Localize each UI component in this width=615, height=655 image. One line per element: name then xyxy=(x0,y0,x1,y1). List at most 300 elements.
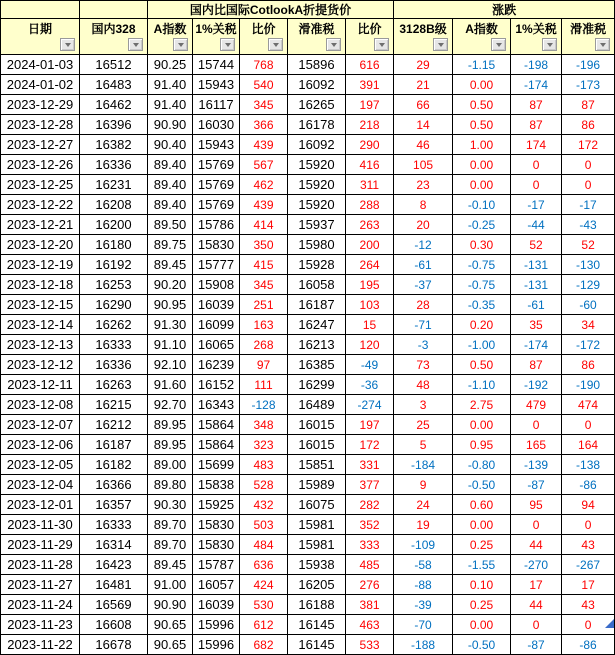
cell-date[interactable]: 2023-11-30 xyxy=(1,515,80,535)
cell-date[interactable]: 2023-11-22 xyxy=(1,635,80,655)
cell-sliding-tax-change[interactable]: -172 xyxy=(562,335,615,355)
cell-cn328[interactable]: 16212 xyxy=(80,415,148,435)
cell-tariff-1pct-change[interactable]: 95 xyxy=(511,495,562,515)
cell-cn328[interactable]: 16462 xyxy=(80,95,148,115)
cell-a-index[interactable]: 89.40 xyxy=(148,155,193,175)
cell-date[interactable]: 2023-11-24 xyxy=(1,595,80,615)
cell-b3128-grade[interactable]: -37 xyxy=(394,275,453,295)
cell-b3128-grade[interactable]: -58 xyxy=(394,555,453,575)
cell-date[interactable]: 2023-12-18 xyxy=(1,275,80,295)
cell-tariff-1pct[interactable]: 16117 xyxy=(193,95,240,115)
filter-button[interactable] xyxy=(326,38,341,51)
cell-a-index-change[interactable]: 0.25 xyxy=(453,535,511,555)
cell-sliding-tax-change[interactable]: 86 xyxy=(562,355,615,375)
cell-sliding-tax[interactable]: 15981 xyxy=(288,535,346,555)
cell-ratio-1pct[interactable]: 97 xyxy=(240,355,288,375)
cell-ratio-1pct[interactable]: 483 xyxy=(240,455,288,475)
cell-tariff-1pct[interactable]: 16239 xyxy=(193,355,240,375)
cell-sliding-tax[interactable]: 15937 xyxy=(288,215,346,235)
cell-ratio-sliding[interactable]: 391 xyxy=(346,75,394,95)
cell-date[interactable]: 2023-12-20 xyxy=(1,235,80,255)
cell-tariff-1pct-change[interactable]: 0 xyxy=(511,515,562,535)
column-header-sliding-tax-change[interactable] xyxy=(562,19,615,55)
cell-tariff-1pct-change[interactable]: 87 xyxy=(511,115,562,135)
header-blank-cell[interactable] xyxy=(1,1,80,19)
cell-sliding-tax-change[interactable]: 17 xyxy=(562,575,615,595)
cell-sliding-tax[interactable]: 16385 xyxy=(288,355,346,375)
cell-ratio-1pct[interactable]: -128 xyxy=(240,395,288,415)
cell-ratio-sliding[interactable]: 485 xyxy=(346,555,394,575)
cell-a-index[interactable]: 90.90 xyxy=(148,115,193,135)
cell-sliding-tax[interactable]: 16205 xyxy=(288,575,346,595)
cell-cn328[interactable]: 16512 xyxy=(80,55,148,75)
cell-tariff-1pct-change[interactable]: 87 xyxy=(511,355,562,375)
cell-a-index[interactable]: 91.30 xyxy=(148,315,193,335)
cell-sliding-tax-change[interactable]: 0 xyxy=(562,415,615,435)
cell-ratio-1pct[interactable]: 424 xyxy=(240,575,288,595)
cell-ratio-1pct[interactable]: 768 xyxy=(240,55,288,75)
cell-sliding-tax-change[interactable]: 34 xyxy=(562,315,615,335)
cell-tariff-1pct[interactable]: 16039 xyxy=(193,295,240,315)
cell-ratio-1pct[interactable]: 530 xyxy=(240,595,288,615)
cell-cn328[interactable]: 16262 xyxy=(80,315,148,335)
cell-a-index[interactable]: 90.20 xyxy=(148,275,193,295)
cell-ratio-sliding[interactable]: 263 xyxy=(346,215,394,235)
cell-cn328[interactable]: 16357 xyxy=(80,495,148,515)
cell-cn328[interactable]: 16192 xyxy=(80,255,148,275)
cell-a-index-change[interactable]: 0.00 xyxy=(453,515,511,535)
cell-ratio-sliding[interactable]: 377 xyxy=(346,475,394,495)
cell-tariff-1pct[interactable]: 16039 xyxy=(193,595,240,615)
cell-cn328[interactable]: 16483 xyxy=(80,75,148,95)
cell-tariff-1pct[interactable]: 15777 xyxy=(193,255,240,275)
cell-date[interactable]: 2024-01-03 xyxy=(1,55,80,75)
cell-ratio-1pct[interactable]: 567 xyxy=(240,155,288,175)
filter-button[interactable] xyxy=(60,38,75,51)
cell-a-index-change[interactable]: -1.15 xyxy=(453,55,511,75)
cell-a-index[interactable]: 90.90 xyxy=(148,595,193,615)
cell-date[interactable]: 2023-12-07 xyxy=(1,415,80,435)
cell-a-index[interactable]: 90.30 xyxy=(148,495,193,515)
cell-tariff-1pct-change[interactable]: -270 xyxy=(511,555,562,575)
cell-cn328[interactable]: 16208 xyxy=(80,195,148,215)
cell-sliding-tax[interactable]: 15920 xyxy=(288,195,346,215)
cell-sliding-tax[interactable]: 15928 xyxy=(288,255,346,275)
cell-tariff-1pct[interactable]: 15830 xyxy=(193,515,240,535)
cell-sliding-tax[interactable]: 16092 xyxy=(288,75,346,95)
cell-ratio-sliding[interactable]: 352 xyxy=(346,515,394,535)
cell-a-index-change[interactable]: 0.50 xyxy=(453,355,511,375)
cell-date[interactable]: 2023-12-26 xyxy=(1,155,80,175)
cell-cn328[interactable]: 16215 xyxy=(80,395,148,415)
cell-tariff-1pct[interactable]: 15830 xyxy=(193,235,240,255)
cell-tariff-1pct-change[interactable]: 174 xyxy=(511,135,562,155)
cell-a-index[interactable]: 89.80 xyxy=(148,475,193,495)
cell-tariff-1pct-change[interactable]: 0 xyxy=(511,155,562,175)
cell-sliding-tax[interactable]: 15989 xyxy=(288,475,346,495)
column-header-a-index-change[interactable] xyxy=(453,19,511,55)
cell-date[interactable]: 2023-12-12 xyxy=(1,355,80,375)
filter-button[interactable] xyxy=(491,38,506,51)
cell-a-index-change[interactable]: -1.00 xyxy=(453,335,511,355)
cell-tariff-1pct[interactable]: 15943 xyxy=(193,75,240,95)
cell-sliding-tax-change[interactable]: 87 xyxy=(562,95,615,115)
column-header-cn328[interactable] xyxy=(80,19,148,55)
cell-b3128-grade[interactable]: 9 xyxy=(394,475,453,495)
cell-cn328[interactable]: 16200 xyxy=(80,215,148,235)
cell-tariff-1pct[interactable]: 15864 xyxy=(193,415,240,435)
cell-sliding-tax[interactable]: 16247 xyxy=(288,315,346,335)
cell-date[interactable]: 2023-12-28 xyxy=(1,115,80,135)
cell-a-index-change[interactable]: 0.00 xyxy=(453,415,511,435)
cell-a-index-change[interactable]: 0.95 xyxy=(453,435,511,455)
cell-ratio-1pct[interactable]: 348 xyxy=(240,415,288,435)
cell-ratio-sliding[interactable]: 15 xyxy=(346,315,394,335)
cell-a-index[interactable]: 89.40 xyxy=(148,175,193,195)
cell-a-index[interactable]: 89.45 xyxy=(148,555,193,575)
cell-a-index-change[interactable]: 0.20 xyxy=(453,315,511,335)
cell-ratio-sliding[interactable]: 197 xyxy=(346,95,394,115)
cell-b3128-grade[interactable]: -71 xyxy=(394,315,453,335)
cell-ratio-sliding[interactable]: 290 xyxy=(346,135,394,155)
cell-tariff-1pct[interactable]: 15864 xyxy=(193,435,240,455)
cell-b3128-grade[interactable]: 23 xyxy=(394,175,453,195)
column-header-sliding-tax[interactable] xyxy=(288,19,346,55)
cell-a-index-change[interactable]: -0.10 xyxy=(453,195,511,215)
cell-cn328[interactable]: 16608 xyxy=(80,615,148,635)
cell-ratio-sliding[interactable]: 197 xyxy=(346,415,394,435)
cell-date[interactable]: 2023-12-22 xyxy=(1,195,80,215)
cell-a-index-change[interactable]: 0.00 xyxy=(453,155,511,175)
cell-tariff-1pct-change[interactable]: 0 xyxy=(511,415,562,435)
cell-a-index[interactable]: 91.40 xyxy=(148,95,193,115)
cell-ratio-1pct[interactable]: 462 xyxy=(240,175,288,195)
cell-ratio-1pct[interactable]: 503 xyxy=(240,515,288,535)
cell-tariff-1pct[interactable]: 15769 xyxy=(193,155,240,175)
cell-tariff-1pct-change[interactable]: -61 xyxy=(511,295,562,315)
cell-sliding-tax-change[interactable]: -190 xyxy=(562,375,615,395)
cell-sliding-tax-change[interactable]: -173 xyxy=(562,75,615,95)
cell-cn328[interactable]: 16333 xyxy=(80,515,148,535)
cell-ratio-1pct[interactable]: 540 xyxy=(240,75,288,95)
cell-a-index-change[interactable]: 0.30 xyxy=(453,235,511,255)
header-blank-cell[interactable] xyxy=(80,1,148,19)
cell-a-index[interactable]: 92.10 xyxy=(148,355,193,375)
filter-button[interactable] xyxy=(268,38,283,51)
cell-a-index[interactable]: 90.65 xyxy=(148,615,193,635)
cell-cn328[interactable]: 16314 xyxy=(80,535,148,555)
cell-a-index[interactable]: 91.00 xyxy=(148,575,193,595)
cell-sliding-tax[interactable]: 15896 xyxy=(288,55,346,75)
fill-handle-icon[interactable] xyxy=(605,619,614,628)
cell-cn328[interactable]: 16382 xyxy=(80,135,148,155)
cell-b3128-grade[interactable]: -61 xyxy=(394,255,453,275)
cell-cn328[interactable]: 16253 xyxy=(80,275,148,295)
cell-b3128-grade[interactable]: -188 xyxy=(394,635,453,655)
cell-a-index-change[interactable]: 0.00 xyxy=(453,75,511,95)
cell-date[interactable]: 2024-01-02 xyxy=(1,75,80,95)
cell-tariff-1pct-change[interactable]: -131 xyxy=(511,275,562,295)
cell-date[interactable]: 2023-12-21 xyxy=(1,215,80,235)
cell-b3128-grade[interactable]: 66 xyxy=(394,95,453,115)
cell-cn328[interactable]: 16263 xyxy=(80,375,148,395)
cell-ratio-1pct[interactable]: 439 xyxy=(240,135,288,155)
cell-sliding-tax[interactable]: 15980 xyxy=(288,235,346,255)
cell-date[interactable]: 2023-12-27 xyxy=(1,135,80,155)
column-header-a-index[interactable] xyxy=(148,19,193,55)
cell-cn328[interactable]: 16423 xyxy=(80,555,148,575)
cell-a-index-change[interactable]: -0.75 xyxy=(453,255,511,275)
cell-ratio-1pct[interactable]: 528 xyxy=(240,475,288,495)
cell-tariff-1pct-change[interactable]: -87 xyxy=(511,475,562,495)
cell-a-index[interactable]: 89.70 xyxy=(148,515,193,535)
cell-ratio-sliding[interactable]: 288 xyxy=(346,195,394,215)
cell-a-index[interactable]: 89.50 xyxy=(148,215,193,235)
cell-b3128-grade[interactable]: 28 xyxy=(394,295,453,315)
column-header-ratio-1pct[interactable] xyxy=(240,19,288,55)
cell-ratio-sliding[interactable]: 218 xyxy=(346,115,394,135)
cell-date[interactable]: 2023-12-14 xyxy=(1,315,80,335)
cell-tariff-1pct-change[interactable]: -87 xyxy=(511,635,562,655)
cell-ratio-sliding[interactable]: 103 xyxy=(346,295,394,315)
column-header-ratio-sliding[interactable] xyxy=(346,19,394,55)
cell-b3128-grade[interactable]: 48 xyxy=(394,375,453,395)
cell-sliding-tax-change[interactable]: 52 xyxy=(562,235,615,255)
cell-tariff-1pct-change[interactable]: -17 xyxy=(511,195,562,215)
cell-sliding-tax[interactable]: 15920 xyxy=(288,155,346,175)
cell-sliding-tax[interactable]: 15938 xyxy=(288,555,346,575)
cell-date[interactable]: 2023-12-11 xyxy=(1,375,80,395)
cell-tariff-1pct[interactable]: 16065 xyxy=(193,335,240,355)
filter-button[interactable] xyxy=(433,38,448,51)
cell-date[interactable]: 2023-12-01 xyxy=(1,495,80,515)
cell-sliding-tax-change[interactable]: 0 xyxy=(562,155,615,175)
cell-tariff-1pct-change[interactable]: 17 xyxy=(511,575,562,595)
cell-sliding-tax[interactable]: 16489 xyxy=(288,395,346,415)
cell-tariff-1pct[interactable]: 15744 xyxy=(193,55,240,75)
cell-sliding-tax[interactable]: 16145 xyxy=(288,635,346,655)
cell-ratio-sliding[interactable]: 416 xyxy=(346,155,394,175)
column-header-tariff-1pct[interactable] xyxy=(193,19,240,55)
cell-sliding-tax-change[interactable]: -267 xyxy=(562,555,615,575)
column-header-date[interactable] xyxy=(1,19,80,55)
cell-ratio-sliding[interactable]: 200 xyxy=(346,235,394,255)
cell-a-index[interactable]: 91.60 xyxy=(148,375,193,395)
cell-cn328[interactable]: 16182 xyxy=(80,455,148,475)
cell-a-index-change[interactable]: -0.75 xyxy=(453,275,511,295)
cell-ratio-1pct[interactable]: 323 xyxy=(240,435,288,455)
cell-a-index-change[interactable]: 1.00 xyxy=(453,135,511,155)
cell-a-index-change[interactable]: -1.10 xyxy=(453,375,511,395)
cell-sliding-tax[interactable]: 16299 xyxy=(288,375,346,395)
cell-b3128-grade[interactable]: 25 xyxy=(394,415,453,435)
cell-sliding-tax[interactable]: 16178 xyxy=(288,115,346,135)
cell-tariff-1pct[interactable]: 15830 xyxy=(193,535,240,555)
cell-b3128-grade[interactable]: -3 xyxy=(394,335,453,355)
cell-sliding-tax-change[interactable]: 0 xyxy=(562,175,615,195)
column-header-tariff-1pct-change[interactable] xyxy=(511,19,562,55)
cell-ratio-1pct[interactable]: 612 xyxy=(240,615,288,635)
cell-b3128-grade[interactable]: 5 xyxy=(394,435,453,455)
cell-tariff-1pct-change[interactable]: 0 xyxy=(511,615,562,635)
cell-a-index[interactable]: 90.65 xyxy=(148,635,193,655)
cell-b3128-grade[interactable]: -184 xyxy=(394,455,453,475)
cell-b3128-grade[interactable]: -39 xyxy=(394,595,453,615)
cell-ratio-1pct[interactable]: 366 xyxy=(240,115,288,135)
cell-tariff-1pct-change[interactable]: -131 xyxy=(511,255,562,275)
cell-ratio-sliding[interactable]: 533 xyxy=(346,635,394,655)
cell-sliding-tax[interactable]: 16015 xyxy=(288,435,346,455)
cell-ratio-1pct[interactable]: 345 xyxy=(240,95,288,115)
cell-cn328[interactable]: 16336 xyxy=(80,355,148,375)
cell-tariff-1pct[interactable]: 15838 xyxy=(193,475,240,495)
cell-ratio-sliding[interactable]: -49 xyxy=(346,355,394,375)
cell-date[interactable]: 2023-12-04 xyxy=(1,475,80,495)
cell-tariff-1pct[interactable]: 16099 xyxy=(193,315,240,335)
cell-ratio-1pct[interactable]: 682 xyxy=(240,635,288,655)
cell-sliding-tax[interactable]: 15981 xyxy=(288,515,346,535)
cell-date[interactable]: 2023-12-29 xyxy=(1,95,80,115)
cell-cn328[interactable]: 16180 xyxy=(80,235,148,255)
cell-cn328[interactable]: 16290 xyxy=(80,295,148,315)
cell-a-index[interactable]: 89.95 xyxy=(148,435,193,455)
cell-date[interactable]: 2023-11-23 xyxy=(1,615,80,635)
cell-tariff-1pct-change[interactable]: 0 xyxy=(511,175,562,195)
cell-cn328[interactable]: 16481 xyxy=(80,575,148,595)
cell-b3128-grade[interactable]: -88 xyxy=(394,575,453,595)
cell-b3128-grade[interactable]: 3 xyxy=(394,395,453,415)
cell-sliding-tax[interactable]: 16188 xyxy=(288,595,346,615)
cell-ratio-sliding[interactable]: 331 xyxy=(346,455,394,475)
cell-tariff-1pct-change[interactable]: -174 xyxy=(511,75,562,95)
cell-tariff-1pct[interactable]: 16152 xyxy=(193,375,240,395)
cell-sliding-tax-change[interactable]: -129 xyxy=(562,275,615,295)
cell-b3128-grade[interactable]: 20 xyxy=(394,215,453,235)
cell-tariff-1pct[interactable]: 16030 xyxy=(193,115,240,135)
cell-date[interactable]: 2023-11-28 xyxy=(1,555,80,575)
cell-b3128-grade[interactable]: 73 xyxy=(394,355,453,375)
cell-date[interactable]: 2023-12-05 xyxy=(1,455,80,475)
cell-a-index-change[interactable]: 0.10 xyxy=(453,575,511,595)
cell-sliding-tax-change[interactable]: -196 xyxy=(562,55,615,75)
cell-tariff-1pct[interactable]: 15996 xyxy=(193,635,240,655)
cell-ratio-1pct[interactable]: 432 xyxy=(240,495,288,515)
cell-sliding-tax-change[interactable]: -43 xyxy=(562,215,615,235)
cell-tariff-1pct[interactable]: 15786 xyxy=(193,215,240,235)
cell-date[interactable]: 2023-11-29 xyxy=(1,535,80,555)
cell-a-index-change[interactable]: 0.00 xyxy=(453,175,511,195)
cell-sliding-tax[interactable]: 16075 xyxy=(288,495,346,515)
cell-ratio-sliding[interactable]: 282 xyxy=(346,495,394,515)
cell-a-index-change[interactable]: 0.50 xyxy=(453,95,511,115)
group-header-price-comparison[interactable]: 国内比国际CotlookA折提货价 xyxy=(148,1,394,19)
cell-tariff-1pct-change[interactable]: 479 xyxy=(511,395,562,415)
cell-cn328[interactable]: 16231 xyxy=(80,175,148,195)
cell-ratio-1pct[interactable]: 350 xyxy=(240,235,288,255)
cell-ratio-1pct[interactable]: 111 xyxy=(240,375,288,395)
cell-b3128-grade[interactable]: -12 xyxy=(394,235,453,255)
cell-cn328[interactable]: 16187 xyxy=(80,435,148,455)
cell-a-index-change[interactable]: 0.60 xyxy=(453,495,511,515)
cell-a-index[interactable]: 90.25 xyxy=(148,55,193,75)
cell-a-index[interactable]: 90.40 xyxy=(148,135,193,155)
cell-ratio-sliding[interactable]: 120 xyxy=(346,335,394,355)
cell-a-index-change[interactable]: -0.35 xyxy=(453,295,511,315)
cell-sliding-tax-change[interactable]: 172 xyxy=(562,135,615,155)
cell-tariff-1pct[interactable]: 15769 xyxy=(193,175,240,195)
column-header-b3128-grade[interactable] xyxy=(394,19,453,55)
cell-cn328[interactable]: 16333 xyxy=(80,335,148,355)
cell-tariff-1pct-change[interactable]: -44 xyxy=(511,215,562,235)
cell-b3128-grade[interactable]: 105 xyxy=(394,155,453,175)
cell-tariff-1pct[interactable]: 15769 xyxy=(193,195,240,215)
cell-sliding-tax[interactable]: 16092 xyxy=(288,135,346,155)
cell-a-index[interactable]: 91.10 xyxy=(148,335,193,355)
cell-b3128-grade[interactable]: 19 xyxy=(394,515,453,535)
cell-ratio-1pct[interactable]: 345 xyxy=(240,275,288,295)
cell-sliding-tax[interactable]: 15851 xyxy=(288,455,346,475)
cell-b3128-grade[interactable]: 29 xyxy=(394,55,453,75)
cell-sliding-tax-change[interactable]: 164 xyxy=(562,435,615,455)
cell-sliding-tax[interactable]: 16145 xyxy=(288,615,346,635)
cell-ratio-sliding[interactable]: 264 xyxy=(346,255,394,275)
cell-b3128-grade[interactable]: 8 xyxy=(394,195,453,215)
cell-ratio-1pct[interactable]: 414 xyxy=(240,215,288,235)
cell-sliding-tax-change[interactable]: -17 xyxy=(562,195,615,215)
cell-tariff-1pct-change[interactable]: 35 xyxy=(511,315,562,335)
cell-sliding-tax-change[interactable]: -138 xyxy=(562,455,615,475)
cell-date[interactable]: 2023-12-06 xyxy=(1,435,80,455)
cell-ratio-sliding[interactable]: 311 xyxy=(346,175,394,195)
cell-a-index[interactable]: 91.40 xyxy=(148,75,193,95)
cell-sliding-tax-change[interactable]: 43 xyxy=(562,595,615,615)
cell-date[interactable]: 2023-12-08 xyxy=(1,395,80,415)
filter-button[interactable] xyxy=(128,38,143,51)
cell-sliding-tax-change[interactable]: -86 xyxy=(562,635,615,655)
cell-a-index-change[interactable]: 2.75 xyxy=(453,395,511,415)
cell-ratio-sliding[interactable]: -36 xyxy=(346,375,394,395)
cell-sliding-tax-change[interactable]: 43 xyxy=(562,535,615,555)
cell-a-index-change[interactable]: -0.50 xyxy=(453,635,511,655)
cell-ratio-sliding[interactable]: 463 xyxy=(346,615,394,635)
filter-button[interactable] xyxy=(374,38,389,51)
cell-a-index[interactable]: 92.70 xyxy=(148,395,193,415)
cell-a-index[interactable]: 89.45 xyxy=(148,255,193,275)
cell-tariff-1pct-change[interactable]: 165 xyxy=(511,435,562,455)
cell-sliding-tax[interactable]: 15920 xyxy=(288,175,346,195)
cell-sliding-tax-change[interactable]: 474 xyxy=(562,395,615,415)
cell-a-index-change[interactable]: 0.25 xyxy=(453,595,511,615)
cell-tariff-1pct-change[interactable]: 87 xyxy=(511,95,562,115)
filter-button[interactable] xyxy=(542,38,557,51)
cell-ratio-sliding[interactable]: 276 xyxy=(346,575,394,595)
cell-b3128-grade[interactable]: 21 xyxy=(394,75,453,95)
filter-button[interactable] xyxy=(595,38,610,51)
cell-cn328[interactable]: 16366 xyxy=(80,475,148,495)
cell-a-index-change[interactable]: 0.00 xyxy=(453,615,511,635)
cell-tariff-1pct[interactable]: 16343 xyxy=(193,395,240,415)
cell-a-index-change[interactable]: -0.25 xyxy=(453,215,511,235)
cell-tariff-1pct-change[interactable]: 44 xyxy=(511,595,562,615)
cell-tariff-1pct[interactable]: 15787 xyxy=(193,555,240,575)
cell-ratio-sliding[interactable]: -274 xyxy=(346,395,394,415)
cell-sliding-tax[interactable]: 16015 xyxy=(288,415,346,435)
cell-b3128-grade[interactable]: -109 xyxy=(394,535,453,555)
cell-sliding-tax-change[interactable]: -60 xyxy=(562,295,615,315)
cell-b3128-grade[interactable]: -70 xyxy=(394,615,453,635)
cell-sliding-tax-change[interactable]: 0 xyxy=(562,615,615,635)
cell-sliding-tax-change[interactable]: -130 xyxy=(562,255,615,275)
